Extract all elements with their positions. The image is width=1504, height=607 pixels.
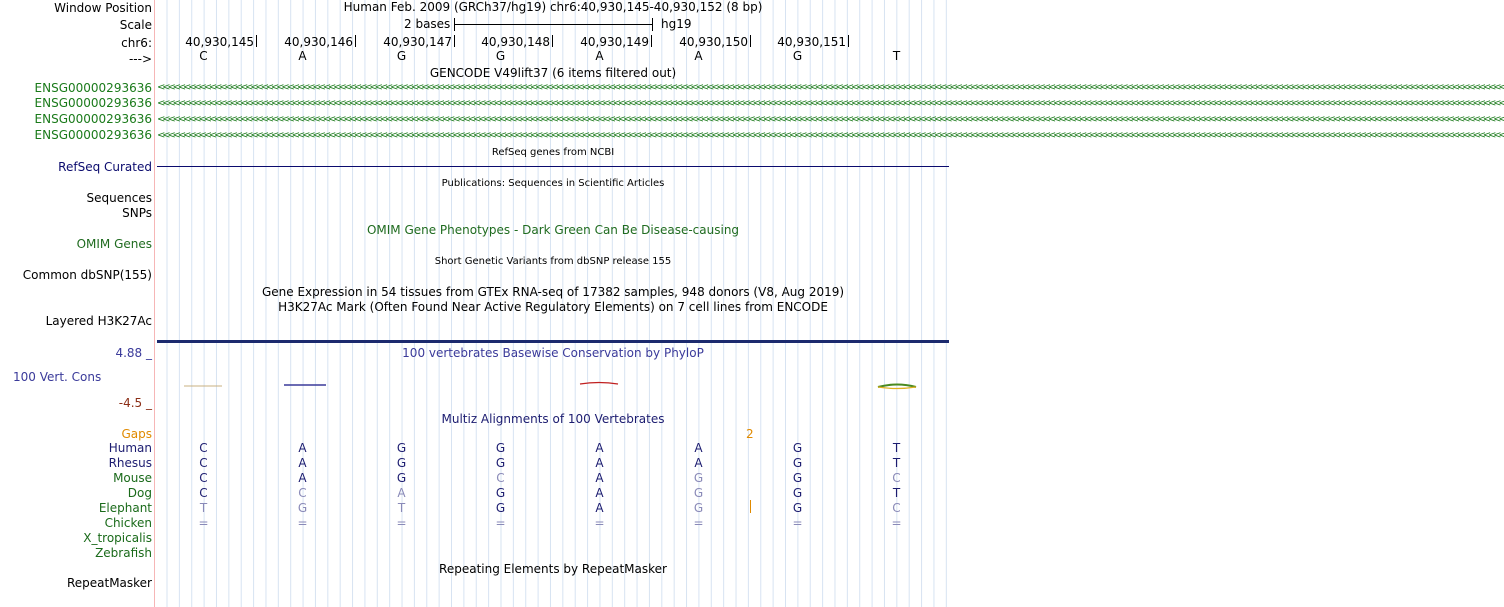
aligned-base: G: [693, 471, 704, 485]
reference-base: A: [694, 49, 703, 63]
species-label[interactable]: Chicken: [104, 516, 152, 530]
snps-track-label[interactable]: SNPs: [122, 206, 152, 220]
aligned-base: =: [297, 516, 308, 530]
gencode-gene-label[interactable]: ENSG00000293636: [34, 81, 152, 95]
aligned-base: A: [694, 441, 703, 455]
phylop-max-label: 4.88 _: [115, 346, 152, 360]
aligned-base: A: [298, 471, 307, 485]
gencode-track-title: GENCODE V49lift37 (6 items filtered out): [429, 66, 677, 80]
gencode-gene-feature[interactable]: <<<<<<<<<<<<<<<<<<<<<<<<<<<<<<<<<<<<<<<<<<<<<<<<<<<<<<<<<<<<<<<<<<<<<<<<<<<<<<<<<<<<<<<<<<<<<<<<<<<<<<<<<<<<<<<<<<<<<<<<<<<<<<<<<<<<<<<<<<<<<<<<<<<<<<<<<<<<<<<<<<<<<<<<<<<<<<<<<<<<<<<<<<<<<<<<<<<<<<<<<<<<<<<<<<<<<<<<<<<<<<<<<<<<<<<<<<<<<<<<<<<<<<<<<<<<<<<<<<<<: [157, 130, 1504, 141]
aligned-base: T: [892, 486, 901, 500]
gencode-gene-feature[interactable]: <<<<<<<<<<<<<<<<<<<<<<<<<<<<<<<<<<<<<<<<<<<<<<<<<<<<<<<<<<<<<<<<<<<<<<<<<<<<<<<<<<<<<<<<<<<<<<<<<<<<<<<<<<<<<<<<<<<<<<<<<<<<<<<<<<<<<<<<<<<<<<<<<<<<<<<<<<<<<<<<<<<<<<<<<<<<<<<<<<<<<<<<<<<<<<<<<<<<<<<<<<<<<<<<<<<<<<<<<<<<<<<<<<<<<<<<<<<<<<<<<<<<<<<<<<<<<<<<<<<<: [157, 114, 1504, 125]
scale-db-label: hg19: [661, 17, 692, 31]
scale-bar-line: [454, 24, 653, 25]
scale-bar-text: 2 bases: [404, 17, 451, 31]
aligned-base: =: [891, 516, 902, 530]
ruler-position: 40,930,151: [777, 35, 846, 49]
aligned-base: G: [297, 501, 308, 515]
aligned-base: G: [792, 486, 803, 500]
aligned-base: =: [198, 516, 209, 530]
aligned-base: A: [595, 441, 604, 455]
multiz-track-title: Multiz Alignments of 100 Vertebrates: [441, 412, 665, 426]
species-label[interactable]: Mouse: [113, 471, 152, 485]
dbsnp-track-label[interactable]: Common dbSNP(155): [22, 268, 152, 282]
aligned-base: T: [199, 501, 208, 515]
aligned-base: T: [892, 456, 901, 470]
aligned-base: A: [298, 441, 307, 455]
aligned-base: G: [495, 456, 506, 470]
sequences-track-label[interactable]: Sequences: [86, 191, 152, 205]
ruler-position: 40,930,147: [383, 35, 452, 49]
aligned-base: =: [594, 516, 605, 530]
reference-base: G: [396, 49, 407, 63]
h3k27ac-track-label[interactable]: Layered H3K27Ac: [45, 314, 152, 328]
refseq-gene-feature[interactable]: [157, 166, 949, 167]
refseq-track-title: RefSeq genes from NCBI: [491, 147, 615, 158]
ruler-tick: [454, 35, 455, 47]
aligned-base: C: [298, 486, 307, 500]
aligned-base: G: [396, 456, 407, 470]
phylop-track-title: 100 vertebrates Basewise Conservation by PhyloP: [402, 346, 704, 360]
ruler-position: 40,930,149: [580, 35, 649, 49]
ruler-tick: [651, 35, 652, 47]
species-label[interactable]: Zebrafish: [95, 546, 152, 560]
publications-track-title: Publications: Sequences in Scientific Articles: [441, 178, 665, 189]
aligned-base: C: [892, 501, 901, 515]
phylop-signal-plot[interactable]: [156, 378, 950, 394]
aligned-base: A: [595, 456, 604, 470]
phylop-segment: [580, 383, 618, 385]
aligned-base: G: [396, 441, 407, 455]
scale-bar-right-tick: [652, 18, 653, 31]
aligned-base: T: [397, 501, 406, 515]
aligned-base: C: [496, 471, 505, 485]
gencode-gene-feature[interactable]: <<<<<<<<<<<<<<<<<<<<<<<<<<<<<<<<<<<<<<<<<<<<<<<<<<<<<<<<<<<<<<<<<<<<<<<<<<<<<<<<<<<<<<<<<<<<<<<<<<<<<<<<<<<<<<<<<<<<<<<<<<<<<<<<<<<<<<<<<<<<<<<<<<<<<<<<<<<<<<<<<<<<<<<<<<<<<<<<<<<<<<<<<<<<<<<<<<<<<<<<<<<<<<<<<<<<<<<<<<<<<<<<<<<<<<<<<<<<<<<<<<<<<<<<<<<<<<<<<<<<: [157, 82, 1504, 93]
aligned-base: A: [298, 456, 307, 470]
ruler-position: 40,930,145: [185, 35, 254, 49]
repeatmasker-track-label[interactable]: RepeatMasker: [66, 576, 152, 590]
gencode-gene-label[interactable]: ENSG00000293636: [34, 96, 152, 110]
ruler-tick: [552, 35, 553, 47]
phylop-segment: [878, 385, 916, 388]
ruler-position: 40,930,148: [481, 35, 550, 49]
species-label[interactable]: Elephant: [98, 501, 152, 515]
gencode-gene-label[interactable]: ENSG00000293636: [34, 112, 152, 126]
aligned-base: A: [595, 471, 604, 485]
species-label[interactable]: Dog: [127, 486, 152, 500]
gtex-track-title: Gene Expression in 54 tissues from GTEx RNA-seq of 17382 samples, 948 donors (V8, Aug 2019): [261, 285, 845, 299]
h3k27ac-track-title: H3K27Ac Mark (Often Found Near Active Regulatory Elements) on 7 cell lines from ENCODE: [278, 300, 828, 314]
reference-base: G: [495, 49, 506, 63]
aligned-base: C: [892, 471, 901, 485]
ruler-position: 40,930,146: [284, 35, 353, 49]
aligned-base: G: [495, 441, 506, 455]
scale-bar-left-tick: [454, 18, 455, 31]
species-label[interactable]: Human: [108, 441, 152, 455]
omim-track-title: OMIM Gene Phenotypes - Dark Green Can Be Disease-causing: [366, 223, 740, 237]
elephant-gap-marker: [750, 500, 751, 513]
chromosome-label: chr6:: [121, 36, 152, 50]
phylop-min-label: -4.5 _: [118, 396, 152, 410]
aligned-base: A: [595, 501, 604, 515]
gaps-label[interactable]: Gaps: [121, 427, 152, 441]
aligned-base: T: [892, 441, 901, 455]
aligned-base: C: [199, 486, 208, 500]
aligned-base: =: [693, 516, 704, 530]
aligned-base: C: [199, 456, 208, 470]
dbsnp-track-title: Short Genetic Variants from dbSNP release 155: [434, 256, 672, 267]
aligned-base: C: [199, 441, 208, 455]
h3k27ac-signal-bar[interactable]: [157, 340, 949, 343]
reference-base: A: [298, 49, 307, 63]
window-position-label: Window Position: [54, 1, 152, 15]
aligned-base: G: [396, 471, 407, 485]
repeatmasker-track-title: Repeating Elements by RepeatMasker: [439, 562, 667, 576]
reference-base: A: [595, 49, 604, 63]
conservation-track-label[interactable]: 100 Vert. Cons: [13, 370, 102, 384]
ruler-tick: [750, 35, 751, 47]
label-separator: [154, 0, 155, 607]
ruler-tick: [355, 35, 356, 47]
aligned-base: G: [495, 501, 506, 515]
gencode-gene-feature[interactable]: <<<<<<<<<<<<<<<<<<<<<<<<<<<<<<<<<<<<<<<<<<<<<<<<<<<<<<<<<<<<<<<<<<<<<<<<<<<<<<<<<<<<<<<<<<<<<<<<<<<<<<<<<<<<<<<<<<<<<<<<<<<<<<<<<<<<<<<<<<<<<<<<<<<<<<<<<<<<<<<<<<<<<<<<<<<<<<<<<<<<<<<<<<<<<<<<<<<<<<<<<<<<<<<<<<<<<<<<<<<<<<<<<<<<<<<<<<<<<<<<<<<<<<<<<<<<<<<<<<<<: [157, 98, 1504, 109]
gencode-gene-label[interactable]: ENSG00000293636: [34, 128, 152, 142]
reference-base: T: [892, 49, 901, 63]
reference-base: C: [199, 49, 208, 63]
assembly-position-text: Human Feb. 2009 (GRCh37/hg19) chr6:40,930,145-40,930,152 (8 bp): [343, 0, 763, 14]
reference-base: G: [792, 49, 803, 63]
aligned-base: =: [792, 516, 803, 530]
aligned-base: G: [495, 486, 506, 500]
aligned-base: A: [694, 456, 703, 470]
gap-count: 2: [746, 427, 754, 441]
ruler-position: 40,930,150: [679, 35, 748, 49]
omim-track-label[interactable]: OMIM Genes: [76, 237, 152, 251]
aligned-base: =: [495, 516, 506, 530]
aligned-base: G: [792, 456, 803, 470]
aligned-base: G: [792, 441, 803, 455]
aligned-base: G: [693, 486, 704, 500]
species-label[interactable]: X_tropicalis: [83, 531, 152, 545]
ruler-tick: [256, 35, 257, 47]
scale-label: Scale: [119, 18, 152, 32]
ruler-tick: [848, 35, 849, 47]
aligned-base: =: [396, 516, 407, 530]
phylop-segment: [878, 387, 916, 389]
aligned-base: C: [199, 471, 208, 485]
aligned-base: A: [595, 486, 604, 500]
aligned-base: G: [792, 501, 803, 515]
aligned-base: G: [693, 501, 704, 515]
aligned-base: G: [792, 471, 803, 485]
species-label[interactable]: Rhesus: [108, 456, 152, 470]
refseq-track-label[interactable]: RefSeq Curated: [58, 160, 152, 174]
aligned-base: A: [397, 486, 406, 500]
strand-arrow-label: --->: [128, 52, 152, 66]
